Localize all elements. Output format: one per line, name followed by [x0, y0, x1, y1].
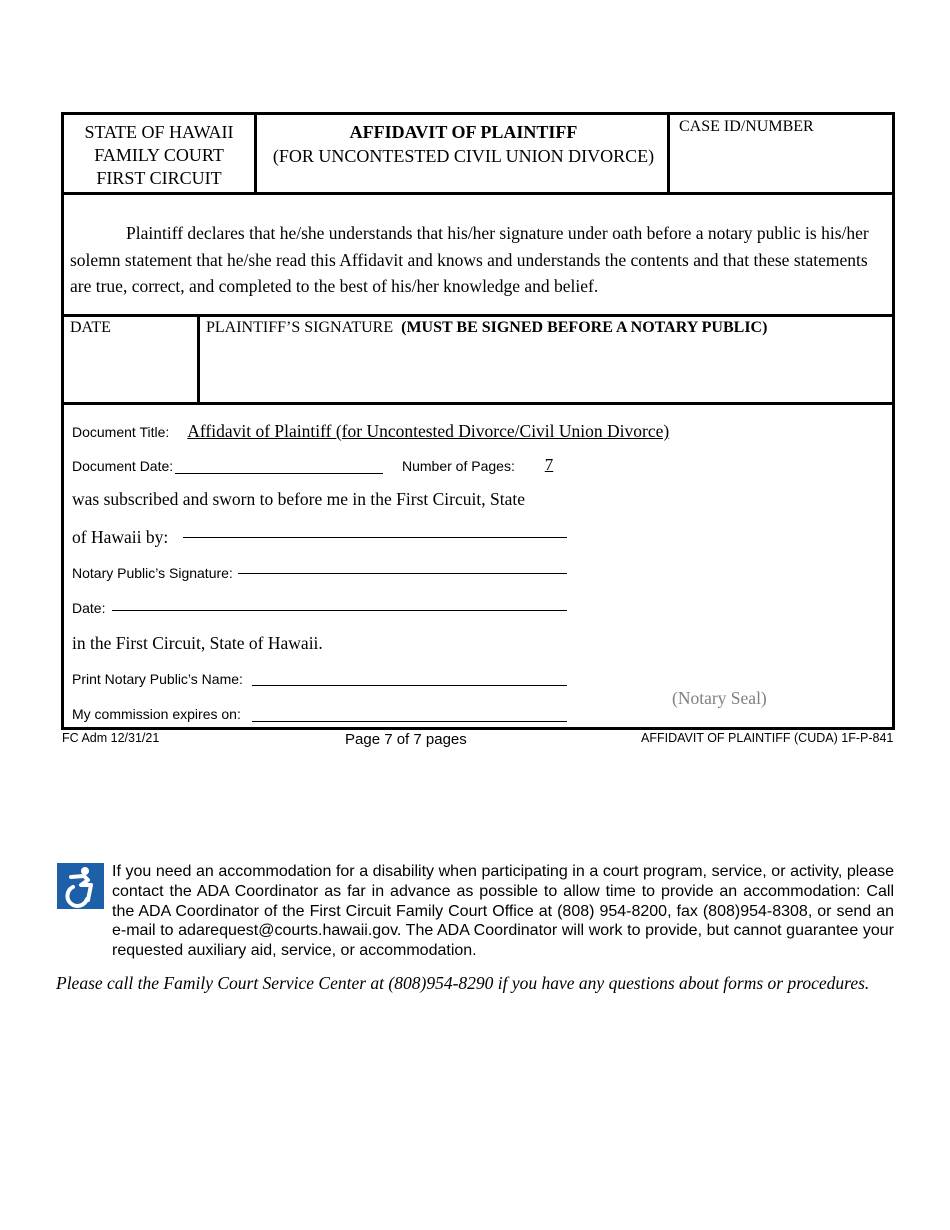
form-title	[260, 115, 670, 192]
ada-notice: If you need an accommodation for a disability when participating in a court program, service, or activity, please contact the ADA Coordinator as far in advance as possible to allow time to provide an accommodation: Call the ADA Coordinator of the First Circuit Family Court Office at (808) 954-8200, fax (808)954-8308, or send an e-mail to adarequest@courts.hawaii.gov. The ADA Coordinator will work to provide, but cannot guarantee your requested auxiliary aid, service, or accommodation.	[112, 863, 894, 960]
signature-row	[64, 314, 892, 405]
footer-page-number: Page 7 of 7 pages	[345, 731, 467, 748]
date-label: DATE	[70, 319, 111, 336]
footer-form-id: AFFIDAVIT OF PLAINTIFF (CUDA) 1F-P-841	[641, 731, 894, 745]
accessibility-icon	[57, 863, 104, 909]
notary-signature-label: Notary Public’s Signature:	[72, 565, 233, 581]
notary-date-label: Date:	[72, 600, 106, 616]
form-header	[64, 115, 892, 195]
document-date-input[interactable]	[175, 473, 383, 474]
number-of-pages-value: 7	[544, 455, 554, 474]
number-of-pages-label: Number of Pages:	[402, 458, 515, 474]
notary-date-input[interactable]	[112, 610, 567, 611]
circuit-text: in the First Circuit, State of Hawaii.	[72, 633, 323, 653]
subscribed-text: was subscribed and sworn to before me in the First Circuit, State	[72, 489, 525, 509]
notary-seal: (Notary Seal)	[672, 688, 767, 708]
service-center-note: Please call the Family Court Service Center at (808)954-8290 if you have any questions about forms or procedures.	[56, 973, 870, 993]
case-number-field[interactable]	[673, 115, 892, 192]
court-circuit: FIRST CIRCUIT	[96, 168, 222, 188]
declaration-text: Plaintiff declares that he/she understands that his/her signature under oath before a notary public is his/her solemn statement that he/she read this Affidavit and knows and understands the contents and that these statements are true, correct, and completed to the best of his/her knowledge and belief.	[70, 223, 869, 296]
court-name	[64, 115, 257, 192]
document-title-label: Document Title:	[72, 424, 170, 440]
hawaii-by-label: of Hawaii by:	[72, 527, 169, 547]
form-title-main: AFFIDAVIT OF PLAINTIFF	[349, 122, 578, 142]
case-number-label: CASE ID/NUMBER	[679, 118, 814, 135]
document-title-value: Affidavit of Plaintiff (for Uncontested Divorce/Civil Union Divorce)	[187, 421, 670, 441]
print-name-input[interactable]	[252, 685, 567, 686]
footer-form-date: FC Adm 12/31/21	[62, 731, 160, 745]
print-name-label: Print Notary Public’s Name:	[72, 671, 243, 687]
plaintiff-signature-field[interactable]	[203, 317, 767, 337]
commission-input[interactable]	[252, 721, 567, 722]
document-title-line	[72, 421, 669, 442]
commission-label: My commission expires on:	[72, 706, 241, 722]
form-title-sub: (FOR UNCONTESTED CIVIL UNION DIVORCE)	[272, 146, 655, 166]
date-field[interactable]	[64, 317, 200, 405]
court-type: FAMILY COURT	[94, 145, 224, 165]
signature-label: PLAINTIFF’S SIGNATURE	[206, 319, 394, 336]
signature-note: (MUST BE SIGNED BEFORE A NOTARY PUBLIC)	[401, 319, 768, 336]
document-date-label: Document Date:	[72, 458, 174, 474]
court-state: STATE OF HAWAII	[84, 122, 234, 142]
affidavit-form	[61, 112, 895, 730]
notary-signature-input[interactable]	[238, 573, 567, 574]
hawaii-by-input[interactable]	[183, 537, 567, 538]
